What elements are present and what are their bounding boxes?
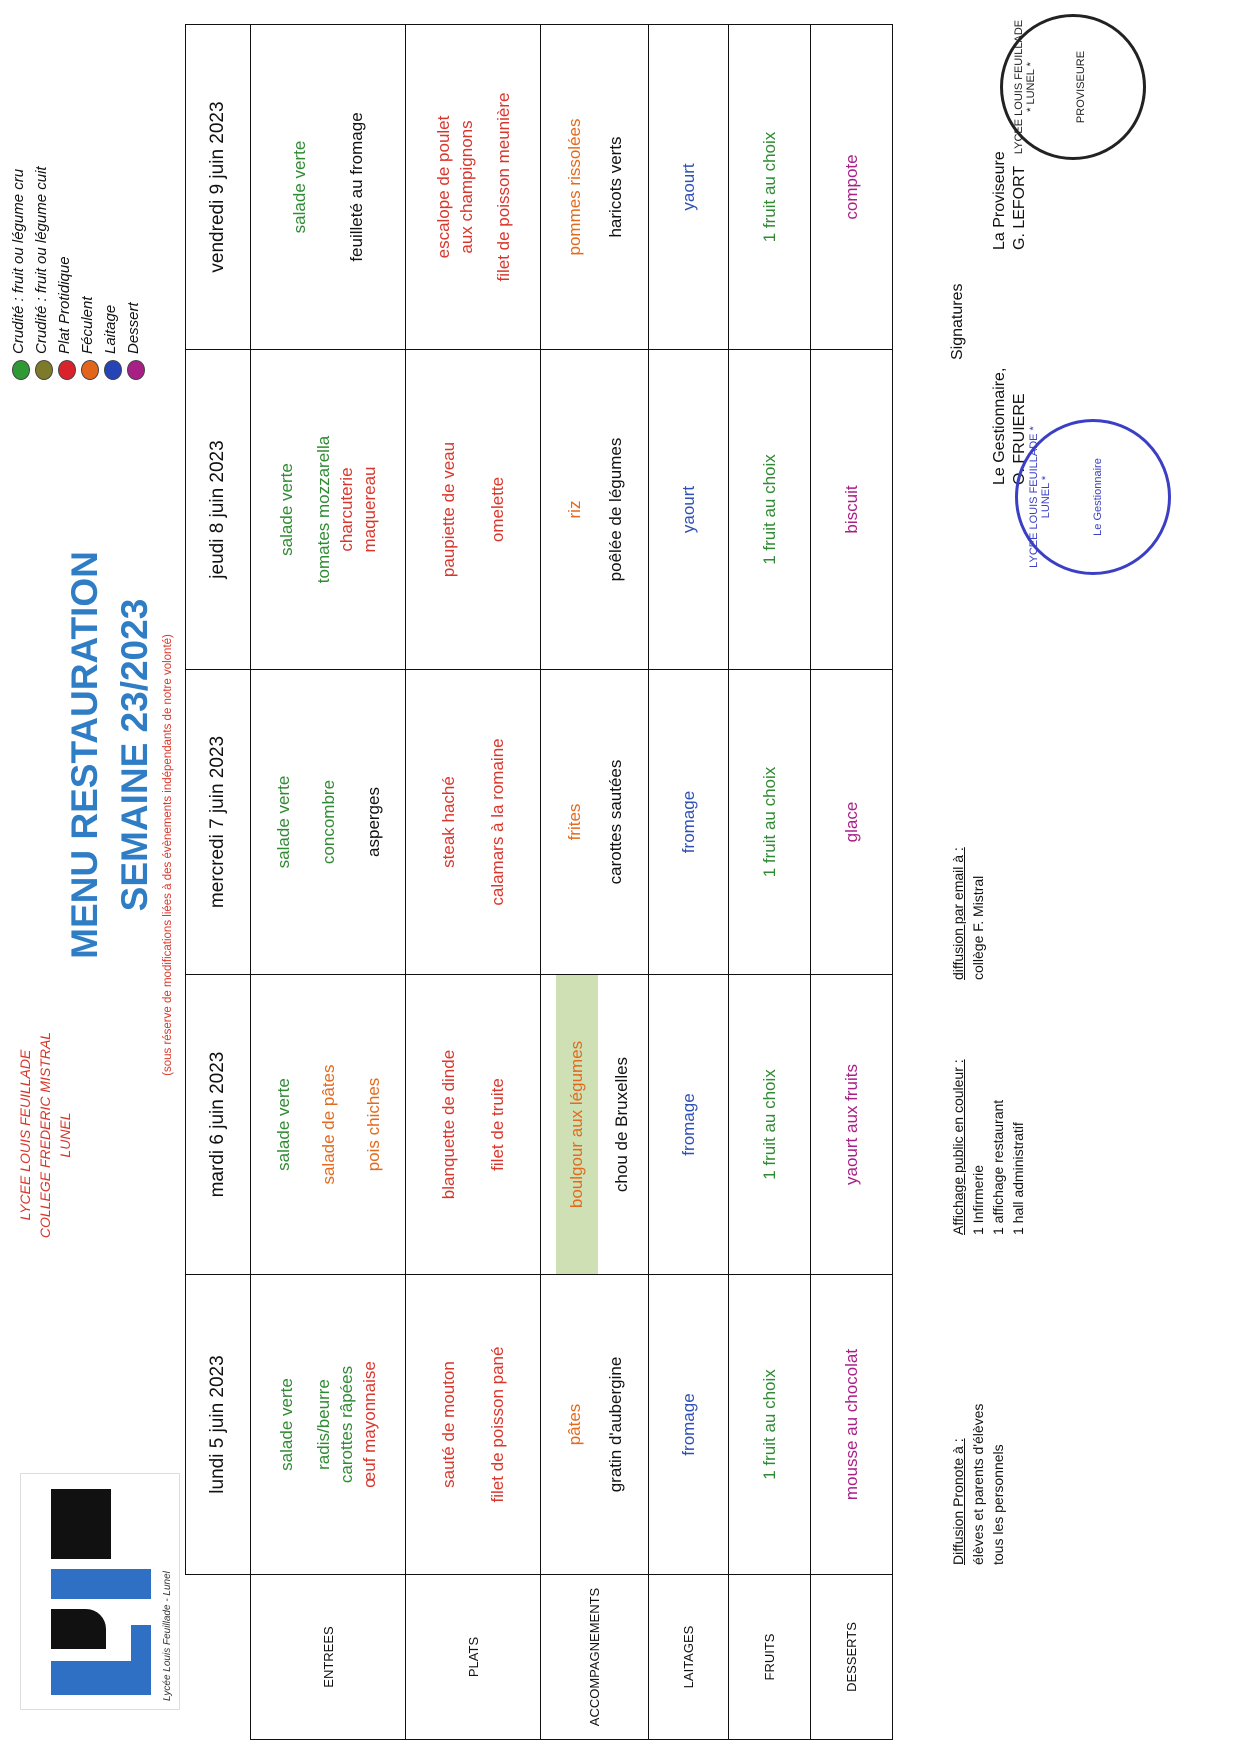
menu-cell: 1 fruit au choix <box>729 670 811 975</box>
legend-item: Plat Protidique <box>54 60 77 380</box>
menu-cell: 1 fruit au choix <box>729 25 811 350</box>
proviseure-signature: La Proviseure G. LEFORT <box>991 151 1028 250</box>
menu-cell: salade verte tomates mozzarella charcuterie maquereau <box>251 350 406 670</box>
reserve-note: (sous réserve de modifications liées à des évènements indépendants de notre volonté) <box>162 634 174 1076</box>
menu-cell: fromage <box>649 975 729 1275</box>
legend-dot-icon <box>104 360 122 380</box>
school-logo <box>20 1473 180 1710</box>
day-header: mercredi 7 juin 2023 <box>186 670 251 975</box>
menu-cell: mousse au chocolat <box>811 1275 893 1575</box>
legend-item: Dessert <box>123 60 146 380</box>
legend-dot-icon <box>127 360 145 380</box>
menu-cell: blanquette de dinde filet de truite <box>406 975 541 1275</box>
day-header: vendredi 9 juin 2023 <box>186 25 251 350</box>
college-name: COLLEGE FREDERIC MISTRAL <box>37 1031 53 1239</box>
menu-cell: pommes rissolées haricots verts <box>541 25 649 350</box>
menu-cell: riz poêlée de légumes <box>541 350 649 670</box>
menu-cell: fromage <box>649 1275 729 1575</box>
menu-cell: salade verte feuilleté au fromage <box>251 25 406 350</box>
menu-cell: yaourt aux fruits <box>811 975 893 1275</box>
legend-item: Laitage <box>100 60 123 380</box>
table-header-row <box>186 25 251 1740</box>
menu-cell: paupiette de veau omelette <box>406 350 541 670</box>
menu-cell: boulgour aux légumes chou de Bruxelles <box>541 975 649 1275</box>
proviseure-stamp: LYCEE LOUIS FEUILLADE * LUNEL * PROVISEURE <box>1000 14 1146 160</box>
color-legend <box>8 60 146 380</box>
table-row <box>251 25 406 1740</box>
row-label-entrees: ENTREES <box>251 1575 406 1740</box>
school-name: LYCEE LOUIS FEUILLADE <box>17 1049 33 1221</box>
email-distribution: diffusion par email à : collège F. Mistral <box>950 847 986 980</box>
title-line-1: MENU RESTAURATION <box>64 551 105 959</box>
menu-cell: steak haché calamars à la romaine <box>406 670 541 975</box>
day-header: jeudi 8 juin 2023 <box>186 350 251 670</box>
menu-cell: 1 fruit au choix <box>729 350 811 670</box>
menu-cell: frites carottes sautées <box>541 670 649 975</box>
row-label-fruits: FRUITS <box>729 1575 811 1740</box>
email-title: diffusion par email à : <box>950 847 966 980</box>
legend-dot-icon <box>12 360 30 380</box>
menu-cell: yaourt <box>649 350 729 670</box>
school-header <box>15 985 75 1285</box>
legend-item: Crudité : fruit ou légume cru <box>8 60 31 380</box>
row-label-accompagnements: ACCOMPAGNEMENTS <box>541 1575 649 1740</box>
legend-dot-icon <box>81 360 99 380</box>
table-row <box>729 25 811 1740</box>
menu-cell: salade verte concombre asperges <box>251 670 406 975</box>
menu-cell: pâtes gratin d'aubergine <box>541 1275 649 1575</box>
legend-dot-icon <box>35 360 53 380</box>
row-label-laitages: LAITAGES <box>649 1575 729 1740</box>
gestionnaire-signature: Le Gestionnaire, O. FRUIERE <box>991 367 1028 485</box>
menu-cell: 1 fruit au choix <box>729 975 811 1275</box>
pronote-distribution: Diffusion Pronote à : élèves et parents d'élèves tous les personnels <box>950 1403 1006 1565</box>
legend-dot-icon <box>58 360 76 380</box>
menu-cell: compote <box>811 25 893 350</box>
signatures-title: Signatures <box>949 283 966 360</box>
day-header: mardi 6 juin 2023 <box>186 975 251 1275</box>
menu-cell: glace <box>811 670 893 975</box>
menu-cell: 1 fruit au choix <box>729 1275 811 1575</box>
city-name: LUNEL <box>57 1112 73 1158</box>
legend-item: Féculent <box>77 60 100 380</box>
affichage-title: Affichage public en couleur : <box>950 1059 966 1235</box>
gestionnaire-stamp: LYCEE LOUIS FEUILLADE * LUNEL * Le Gestionnaire <box>1015 419 1171 575</box>
row-label-desserts: DESSERTS <box>811 1575 893 1740</box>
logo-caption: Lycée Louis Feuillade - Lunel <box>162 1571 173 1701</box>
menu-cell: salade verte salade de pâtes pois chiches <box>251 975 406 1275</box>
row-label-plats: PLATS <box>406 1575 541 1740</box>
menu-cell: salade verte radis/beurre carottes râpées œuf mayonnaise <box>251 1275 406 1575</box>
table-row <box>811 25 893 1740</box>
table-row <box>541 25 649 1740</box>
menu-cell: fromage <box>649 670 729 975</box>
pronote-title: Diffusion Pronote à : <box>950 1438 966 1565</box>
menu-table <box>185 24 893 1740</box>
day-header: lundi 5 juin 2023 <box>186 1275 251 1575</box>
public-display-distribution: Affichage public en couleur : 1 Infirmerie 1 affichage restaurant 1 hall administratif <box>950 1059 1026 1235</box>
table-row <box>406 25 541 1740</box>
legend-item: Crudité : fruit ou légume cuit <box>31 60 54 380</box>
table-row <box>649 25 729 1740</box>
menu-cell: biscuit <box>811 350 893 670</box>
title-line-2: SEMAINE 23/2023 <box>114 598 155 912</box>
menu-cell: escalope de poulet aux champignons filet de poisson meunière <box>406 25 541 350</box>
menu-cell: yaourt <box>649 25 729 350</box>
page-title <box>60 495 160 1015</box>
menu-cell: sauté de mouton filet de poisson pané <box>406 1275 541 1575</box>
